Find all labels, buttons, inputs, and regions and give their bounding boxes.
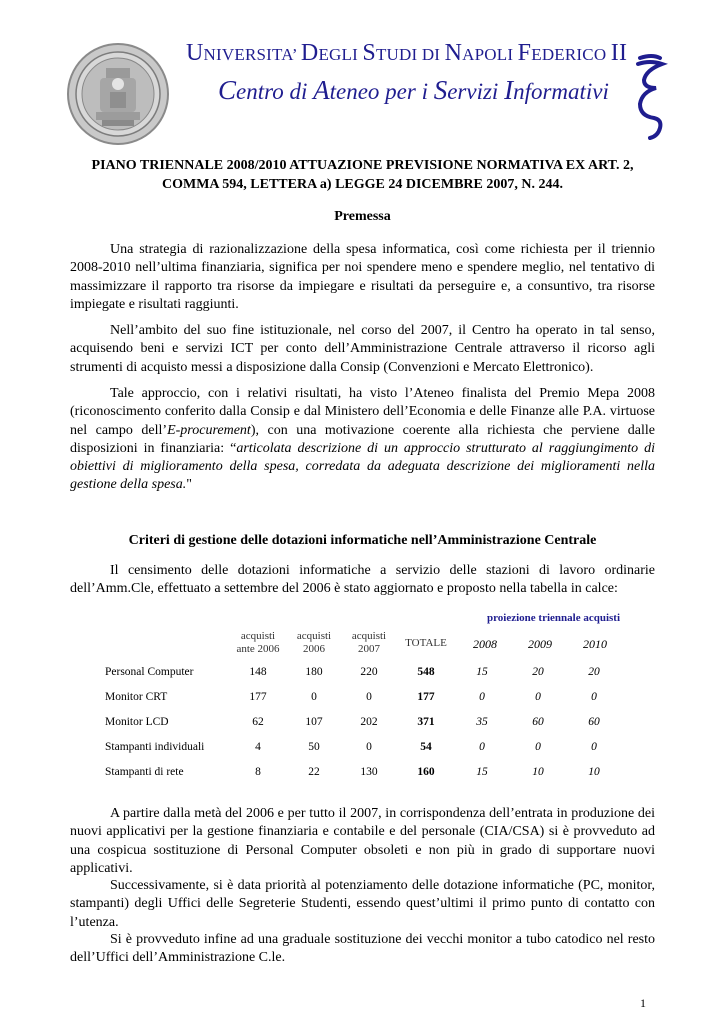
table-cell-projection: 60	[588, 716, 600, 728]
col-header-2007: acquisti 2007	[351, 630, 387, 655]
year-header-2008: 2008	[473, 637, 497, 651]
table-cell: 4	[255, 741, 261, 753]
table-cell: 0	[366, 691, 372, 703]
table-cell-total: 54	[420, 741, 432, 753]
table-cell: 130	[360, 766, 378, 778]
table-cell: 0	[366, 741, 372, 753]
table-cell: 8	[255, 766, 261, 778]
table-cell-projection: 20	[532, 666, 544, 678]
xi-logo-icon	[632, 52, 668, 142]
table-cell: 202	[360, 716, 378, 728]
table-cell: 177	[249, 691, 267, 703]
row-label: Monitor CRT	[105, 691, 168, 703]
paragraph-6: Successivamente, si è data priorità al potenziamento delle dotazione informatiche (PC, monitor, stampanti) degli Uffici delle Segreterie Studenti, essendo quest’ultimi il primo punto di contatto con l’utenza.	[70, 878, 655, 930]
table-cell-projection: 0	[591, 741, 597, 753]
table-cell-total: 371	[417, 716, 435, 728]
table-cell: 148	[249, 666, 267, 678]
projection-label: proiezione triennale acquisti	[486, 612, 620, 624]
paragraph-1: Una strategia di razionalizzazione della spesa informatica, così come richiesta per il triennio 2008-2010 nell’ultima finanziaria, significa per noi spendere meno e spendere meglio, nel tentativo di massimizzare il rapporto tra risorse da impiegare e risultati da perseguire e, a consuntivo, tra risorse impiegate e risultati raggiunti.	[70, 242, 655, 312]
table-cell-projection: 0	[591, 691, 597, 703]
table-cell-projection: 0	[479, 691, 485, 703]
row-label: Monitor LCD	[105, 716, 169, 728]
section-heading-premessa: Premessa	[334, 209, 391, 224]
equipment-table	[70, 608, 655, 788]
centro-name: Centro di Ateneo per i Servizi Informativi	[218, 75, 609, 105]
row-label: Stampanti individuali	[105, 741, 205, 753]
year-header-2009: 2009	[528, 637, 552, 651]
table-cell: 22	[308, 766, 320, 778]
paragraph-3: Tale approccio, con i relativi risultati, ha visto l’Ateneo finalista del Premio Mepa 2008 (riconoscimento conferito dalla Consip e dal Ministero dell’Economia e delle Finanze alle P.A. virtuose nel campo dell’E-procurement), con una motivazione coerente alla richiesta che perviene dalle disposizioni in finanziaria: “articolata descrizione di un approccio strutturato al raggiungimento di obiettivi di miglioramento della spesa, corredata da adeguata descrizione dei miglioramenti nella gestione della spesa."	[70, 386, 656, 493]
table-cell-projection: 60	[532, 716, 544, 728]
paragraph-5: A partire dalla metà del 2006 e per tutto il 2007, in corrispondenza dell’entrata in produzione dei nuovi applicativi per la gestione finanziaria e contabile e del personale (CIA/CSA) si è provveduto ad una cospicua sostituzione di Personal Computer obsoleti e non più in grado di supportare nuovi applicativi.	[70, 806, 655, 876]
paragraph-7: Si è provveduto infine ad una graduale sostituzione dei vecchi monitor a tubo catodico nel resto dell’Uffici dell’Amministrazione C.le.	[70, 932, 655, 966]
table-cell-total: 177	[417, 691, 435, 703]
table-cell-projection: 10	[588, 766, 600, 778]
table-cell-projection: 20	[588, 666, 600, 678]
col-header-2006: acquisti 2006	[296, 630, 332, 655]
table-cell-total: 160	[417, 766, 435, 778]
document-title: PIANO TRIENNALE 2008/2010 ATTUAZIONE PREVISIONE NORMATIVA EX ART. 2, COMMA 594, LETTERA a) LEGGE 24 DICEMBRE 2007, N. 244.	[91, 158, 634, 192]
year-header-2010: 2010	[583, 637, 607, 651]
row-label: Stampanti di rete	[105, 766, 184, 778]
table-cell-projection: 0	[535, 741, 541, 753]
table-cell-projection: 0	[479, 741, 485, 753]
university-seal-icon	[66, 42, 170, 146]
table-cell-projection: 10	[532, 766, 544, 778]
table-cell: 220	[360, 666, 378, 678]
paragraph-2: Nell’ambito del suo fine istituzionale, nel corso del 2007, il Centro ha operato in tal senso, acquisendo beni e servizi ICT per conto dell’Amministrazione Centrale attraverso il ricorso agli strumenti di acquisto messi a disposizione dalla Consip (Convenzioni e Mercato Elettronico).	[70, 323, 655, 375]
table-cell-projection: 35	[476, 716, 488, 728]
table-cell: 62	[252, 716, 264, 728]
table-cell: 0	[311, 691, 317, 703]
section-heading-criteri: Criteri di gestione delle dotazioni informatiche nell’Amministrazione Centrale	[128, 533, 597, 548]
university-name: UNIVERSITA’ DEGLI STUDI DI NAPOLI FEDERICO II	[186, 40, 628, 66]
col-header-ante-2006: acquisti ante 2006	[236, 630, 280, 655]
table-cell: 180	[305, 666, 323, 678]
table-cell-projection: 15	[476, 766, 488, 778]
col-header-totale: TOTALE	[405, 637, 447, 649]
table-cell-projection: 0	[535, 691, 541, 703]
table-cell: 50	[308, 741, 320, 753]
table-cell-projection: 15	[476, 666, 488, 678]
row-label: Personal Computer	[105, 666, 194, 678]
paragraph-4: Il censimento delle dotazioni informatiche a servizio delle stazioni di lavoro ordinarie dell’Amm.Cle, effettuato a settembre del 2006 è stato aggiornato e proposto nella tabella in calce:	[70, 563, 655, 597]
table-cell: 107	[305, 716, 323, 728]
page-number: 1	[640, 996, 646, 1010]
table-cell-total: 548	[417, 666, 435, 678]
